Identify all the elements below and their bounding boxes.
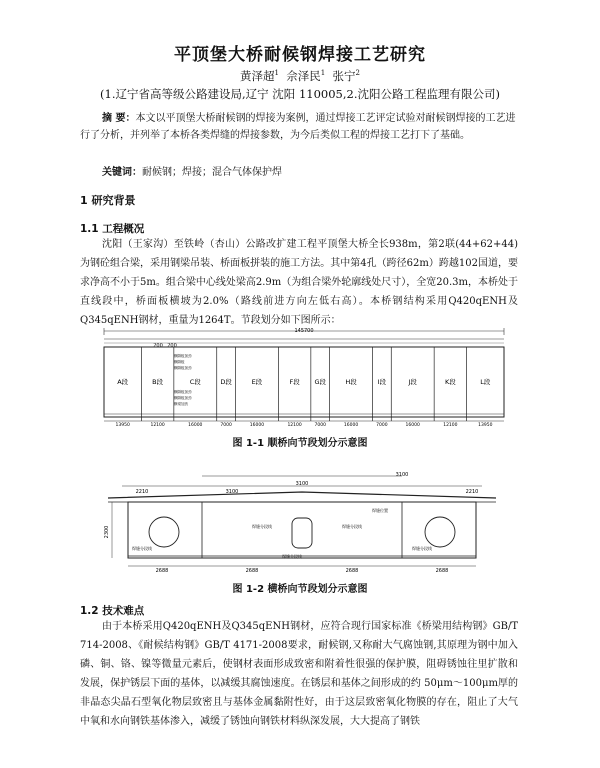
figure-caption: 图 1-2 横桥向节段划分示意图	[232, 584, 368, 595]
segment-label: L段	[480, 378, 491, 386]
author-name: 黄泽超	[239, 69, 275, 83]
dim-label: 2688	[345, 568, 359, 574]
segment-length: 16000	[343, 423, 359, 428]
subsection-heading: 1.2 技术难点	[80, 605, 145, 617]
segment-group	[116, 347, 493, 428]
keywords	[102, 163, 522, 178]
weld-label: 焊缝分段线	[412, 546, 432, 551]
segment-label: D段	[220, 378, 232, 386]
segment-label: A段	[117, 378, 129, 386]
figure-1-2-transverse-segments	[102, 470, 502, 574]
dim-label: 200	[153, 343, 163, 349]
segment-label: E段	[251, 378, 263, 386]
figure-caption: 图 1-1 顺桥向节段划分示意图	[232, 438, 368, 449]
dim-label: 2688	[435, 568, 449, 574]
segment-label: F段	[289, 378, 300, 386]
dim-label: 3100	[395, 472, 409, 478]
segment-length: 7000	[314, 423, 326, 428]
author-affil-mark: 2	[355, 69, 361, 78]
annotation-label: 横隔板加劲	[174, 396, 192, 400]
abstract-text: 本文以平顶堡大桥耐候钢的焊接为案例，通过焊接工艺评定试验对耐候钢焊接的工艺进行了分析，并列举了本桥各类焊缝的焊接参数，为今后类似工程的焊接工艺打下了基础。	[80, 113, 516, 141]
body-paragraph: 由于本桥采用Q420qENH及Q345qENH钢材，应符合现行国家标准《桥梁用结构钢》GB/T 714-2008、《耐候结构钢》GB/T 4171-2008要求，耐候钢,又称耐大气腐蚀钢,其原理为钢中加入磷、铜、铬、镍等微量元素后，使钢材表面形成致密和附着性很强的保护膜，阻碍锈蚀往里扩散和发展，保护锈层下面的基体，以减缓其腐蚀速度。在锈层和基体之间形成的约 50μm～100μm厚的非晶态尖晶石型氧化物层致密且与基体金属黏附性好，由于这层致密氧化物膜的存在，阻止了大气中氧和水向钢铁基体渗入，减缓了锈蚀向钢铁材料纵深发展，大大提高了钢铁	[80, 621, 518, 727]
segment-length: 16000	[249, 423, 265, 428]
segment-label: B段	[152, 378, 164, 386]
segment-length: 16000	[405, 423, 420, 428]
weld-label: 焊缝分段线	[132, 546, 152, 551]
annotation-label: 横梁加劲	[174, 402, 188, 406]
dim-label: 200	[167, 343, 177, 349]
segment-label: J段	[408, 378, 417, 386]
segment-length: 13950	[115, 423, 130, 428]
author-line	[0, 68, 600, 84]
segment-length: 12100	[287, 423, 302, 428]
dim-label: 3100	[295, 481, 309, 487]
segment-length: 12100	[150, 423, 165, 428]
keywords-text: 耐候钢；焊接；混合气体保护焊	[142, 167, 282, 178]
dim-label: 3100	[225, 489, 239, 495]
segment-label: H段	[345, 378, 357, 386]
abstract-label: 摘 要：	[102, 113, 136, 124]
author-affil-mark: 1	[320, 69, 326, 78]
affiliation: (1.辽宁省高等级公路建设局,辽宁 沈阳 110005,2.沈阳公路工程监理有限公司)	[100, 87, 500, 101]
segment-label: K段	[444, 378, 456, 386]
dim-label: 2688	[245, 568, 259, 574]
subsection-heading: 1.1 工程概况	[80, 223, 145, 235]
body-paragraph: 沈阳（王家沟）至铁岭（杏山）公路改扩建工程平顶堡大桥全长938m，第2联(44+62+44)为钢砼组合梁，采用钢梁吊装、桥面板拼装的施工方法。其中第4孔（跨径62m）跨越102国道，要求净高不小于5m。组合梁中心线处梁高2.9m（为组合梁外轮廓线处尺寸），全宽20.3m，本桥处于直线段中，桥面板横坡为2.0%（路线前进方向左低右高）。本桥钢结构采用Q420qENH及Q345qENH钢材，重量为1264T。节段划分如下图所示：	[80, 239, 518, 326]
weld-label: 焊缝分段线	[282, 554, 302, 559]
segment-label: G段	[314, 378, 326, 386]
segment-length: 7000	[376, 423, 388, 428]
weld-label: 焊缝分段线	[342, 524, 362, 529]
annotation-label: 横隔板加劲	[174, 390, 192, 394]
weld-label: 焊缝位置	[372, 508, 388, 513]
segment-length: 12100	[443, 423, 458, 428]
segment-label: I段	[377, 378, 387, 386]
author-affil-mark: 1	[274, 69, 279, 78]
dim-label: 2210	[465, 489, 479, 495]
figure-1-1-longitudinal-segments	[92, 327, 518, 429]
annotation-label: 横隔板加劲	[174, 366, 192, 370]
weld-label: 焊缝分段线	[252, 524, 272, 529]
abstract	[80, 110, 520, 144]
annotation-label: 横隔板	[174, 360, 185, 364]
height-label: 2300	[104, 525, 110, 539]
author-name: 佘泽民	[286, 69, 321, 83]
keywords-label: 关键词：	[102, 167, 142, 178]
dim-label: 2210	[135, 489, 149, 495]
segment-label: C段	[189, 378, 201, 386]
segment-length: 16000	[188, 423, 203, 428]
section-heading: 1 研究背景	[80, 194, 136, 207]
dim-label: 2688	[155, 568, 169, 574]
total-length-label: 145700	[294, 328, 314, 334]
segment-length: 7000	[220, 423, 232, 428]
annotation-label: 横隔板加劲	[174, 354, 192, 358]
segment-length: 13950	[478, 423, 493, 428]
author-name: 张宁	[332, 69, 356, 83]
paper-title: 平顶堡大桥耐候钢焊接工艺研究	[174, 45, 426, 65]
